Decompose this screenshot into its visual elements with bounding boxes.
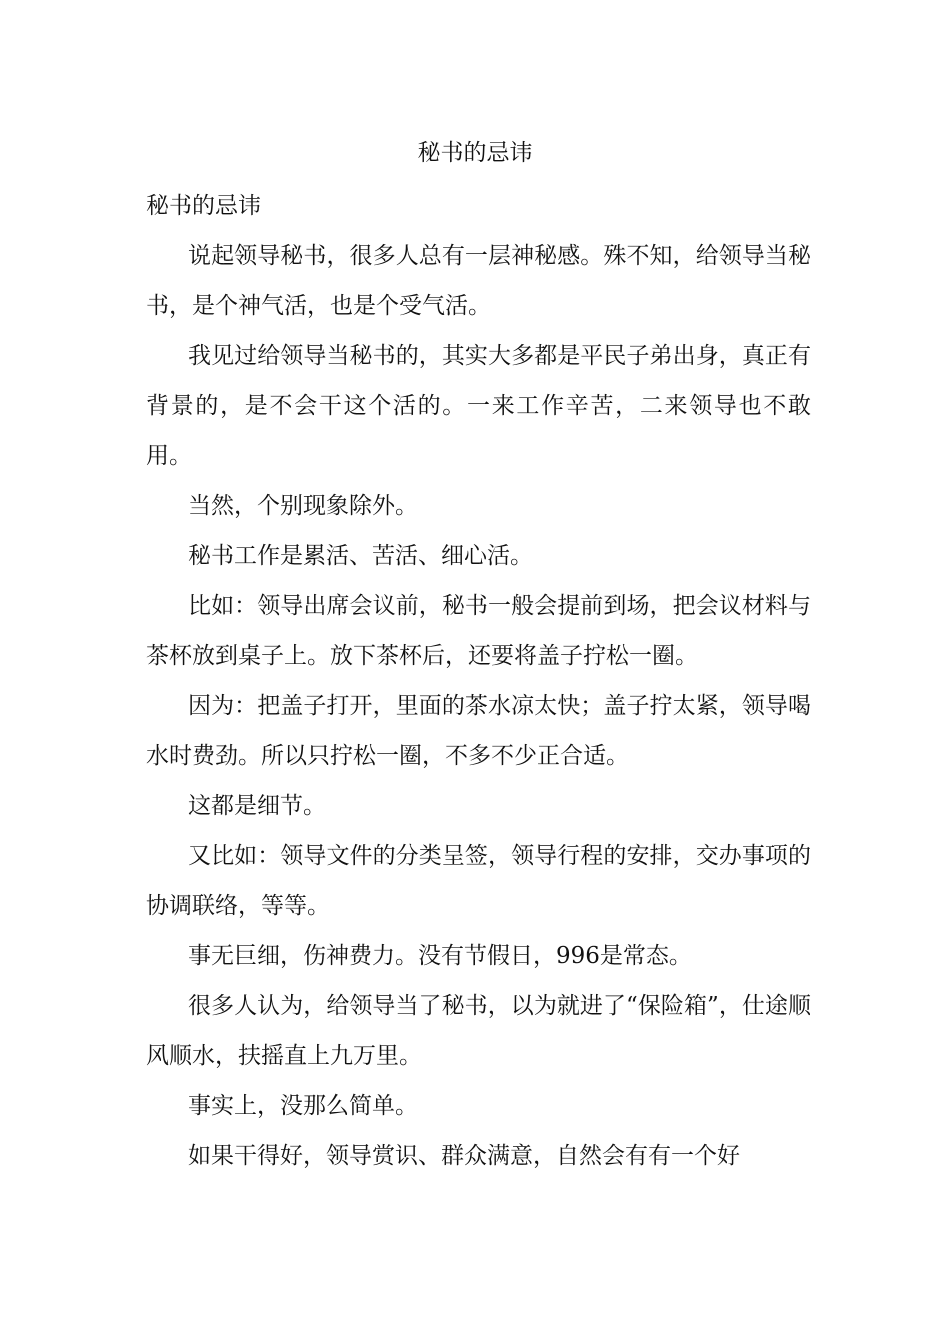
paragraph: 比如：领导出席会议前，秘书一般会提前到场，把会议材料与茶杯放到桌子上。放下茶杯后，还要将盖子拧松一圈。 [146, 593, 811, 669]
paragraph: 当然，个别现象除外。 [188, 493, 418, 519]
paragraph: 说起领导秘书，很多人总有一层神秘感。殊不知，给领导当秘书，是个神气活，也是个受气活。 [146, 243, 811, 319]
document-body [146, 181, 811, 1181]
paragraph: 又比如：领导文件的分类呈签，领导行程的安排，交办事项的协调联络，等等。 [146, 843, 811, 919]
paragraph: 事无巨细，伤神费力。没有节假日，996是常态。 [188, 943, 692, 969]
paragraph: 我见过给领导当秘书的，其实大多都是平民子弟出身，真正有背景的，是不会干这个活的。一来工作辛苦，二来领导也不敢用。 [146, 343, 811, 469]
document-subtitle: 秘书的忌讳 [146, 193, 261, 219]
paragraph: 因为：把盖子打开，里面的茶水凉太快；盖子拧太紧，领导喝水时费劲。所以只拧松一圈，不多不少正合适。 [146, 693, 811, 769]
paragraph: 秘书工作是累活、苦活、细心活。 [188, 543, 533, 569]
document-title: 秘书的忌讳 [417, 140, 533, 166]
paragraph: 很多人认为，给领导当了秘书，以为就进了“保险箱”，仕途顺风顺水，扶摇直上九万里。 [146, 993, 811, 1069]
paragraph: 事实上，没那么简单。 [188, 1093, 418, 1119]
paragraph: 如果干得好，领导赏识、群众满意，自然会有有一个好 [188, 1143, 740, 1169]
paragraph: 这都是细节。 [188, 793, 326, 819]
